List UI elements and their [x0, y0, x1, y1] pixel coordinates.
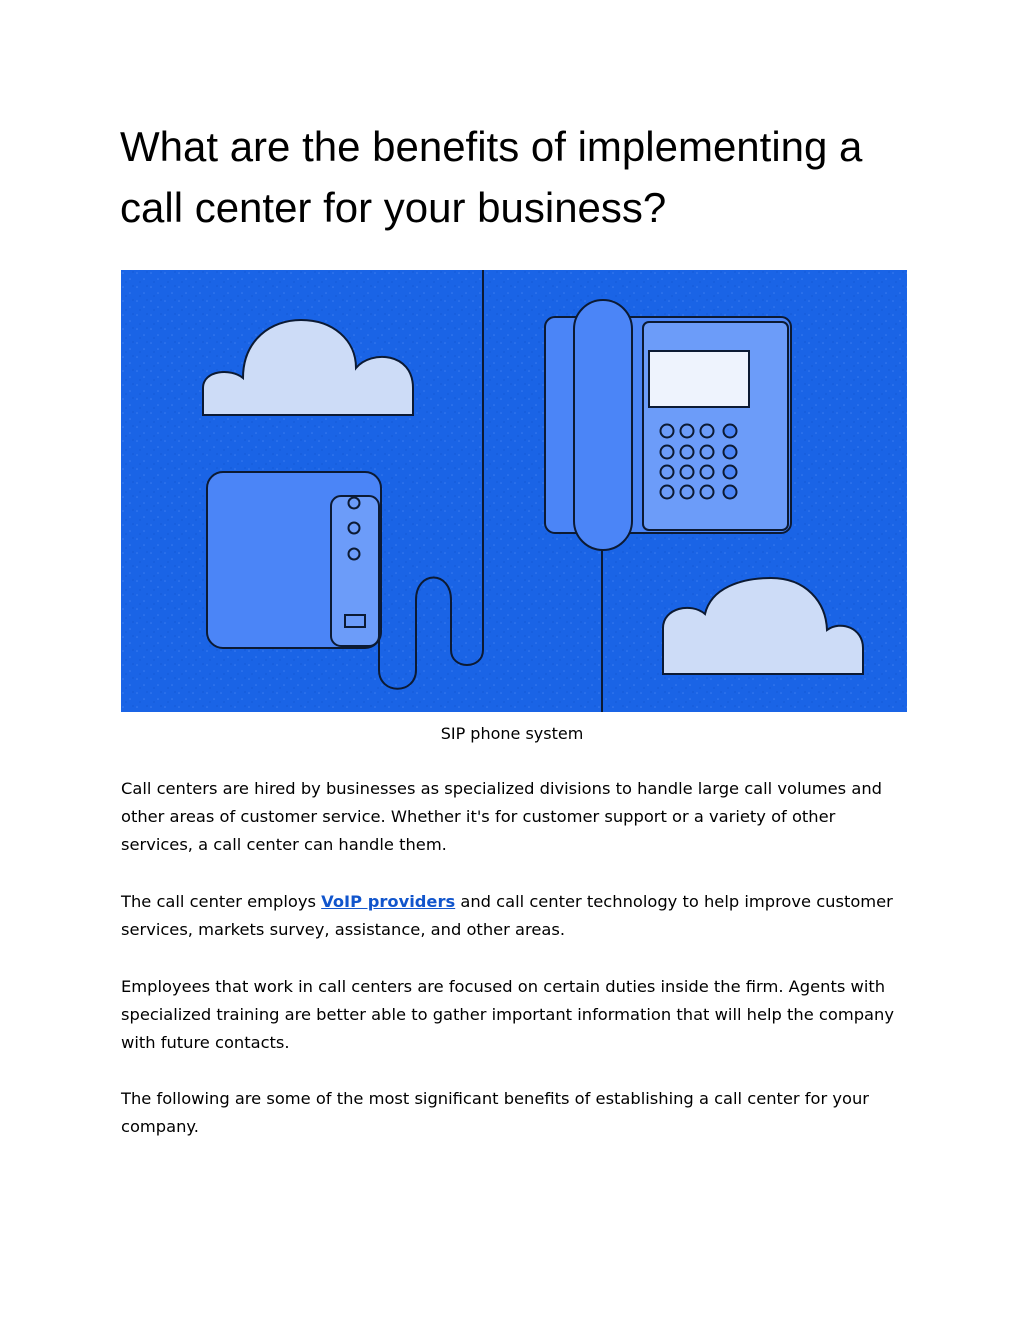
paragraph-benefits-intro: The following are some of the most significant benefits of establishing a call center for your company.	[121, 1089, 869, 1136]
sip-phone-illustration	[121, 270, 907, 712]
paragraph-employees: Employees that work in call centers are focused on certain duties inside the firm. Agents with specialized training are better able to gather important information that will help the company with future contacts.	[121, 977, 894, 1052]
paragraph-voip-before: The call center employs	[121, 892, 322, 911]
paragraph-voip	[121, 888, 901, 944]
desk-phone-icon	[545, 300, 791, 550]
image-caption: SIP phone system	[440, 724, 584, 743]
paragraph-voip-after: and call center technology to help improve customer services, markets survey, assistance, and other areas.	[121, 892, 893, 939]
voip-providers-link[interactable]: VoIP providers	[321, 892, 456, 911]
page-title: What are the benefits of implementing a call center for your business?	[120, 123, 863, 231]
router-device-icon	[207, 472, 381, 648]
paragraph-intro: Call centers are hired by businesses as specialized divisions to handle large call volumes and other areas of customer service. Whether it's for customer support or a variety of other services, a call center can handle them.	[121, 779, 882, 854]
